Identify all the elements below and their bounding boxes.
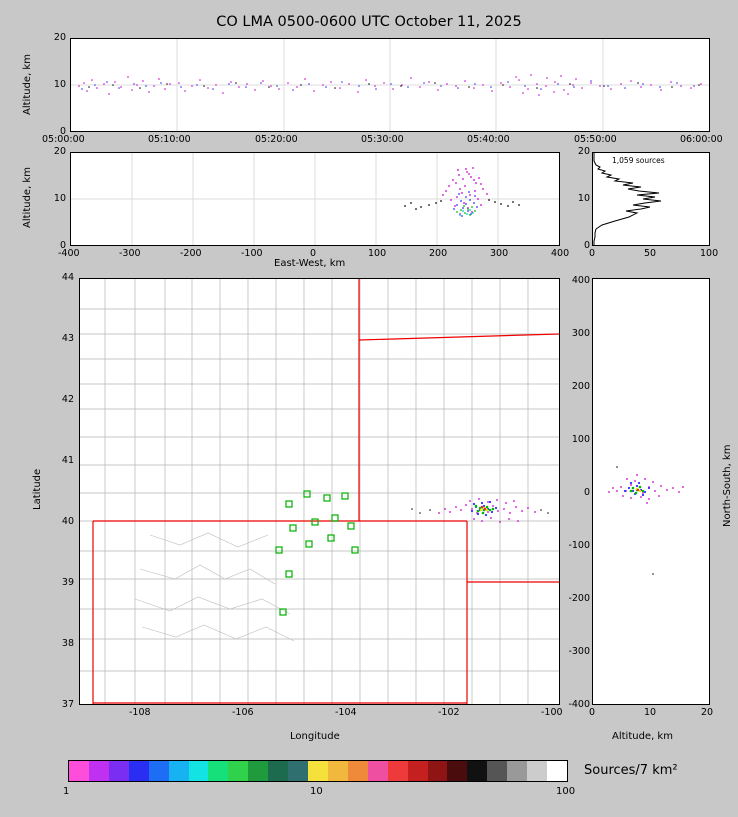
colorbar-segment <box>248 761 268 781</box>
ytick: 39 <box>61 577 74 588</box>
xtick: 05:20:00 <box>255 134 298 145</box>
colorbar-segment <box>208 761 228 781</box>
colorbar-segment <box>308 761 328 781</box>
ytick: -200 <box>568 593 590 604</box>
colorbar-segment <box>547 761 567 781</box>
ytick: 200 <box>571 381 590 392</box>
ytick: -100 <box>568 540 590 551</box>
north-south-xlabel: Altitude, km <box>612 731 673 742</box>
xtick: 10 <box>644 707 657 718</box>
ytick: 44 <box>61 272 74 283</box>
colorbar-segment <box>129 761 149 781</box>
xtick: 100 <box>368 248 387 259</box>
xtick: 0 <box>310 248 317 259</box>
xtick: 0 <box>589 248 596 259</box>
colorbar-segment <box>69 761 89 781</box>
colorbar <box>68 760 568 782</box>
ew-cluster <box>404 167 520 217</box>
xtick: 05:00:00 <box>42 134 85 145</box>
ytick: 0 <box>59 126 66 137</box>
xtick: 50 <box>644 248 657 259</box>
ytick: 10 <box>577 193 590 204</box>
ytick: 300 <box>571 328 590 339</box>
xtick: -300 <box>119 248 141 259</box>
colorbar-segment <box>228 761 248 781</box>
ytick: 0 <box>583 487 590 498</box>
colorbar-tick: 100 <box>556 786 576 797</box>
colorbar-segment <box>189 761 209 781</box>
ytick: 38 <box>61 638 74 649</box>
ytick: 43 <box>61 333 74 344</box>
colorbar-segment <box>328 761 348 781</box>
north-south-ylabel: North-South, km <box>722 444 733 527</box>
ytick: 40 <box>61 516 74 527</box>
ytick: 37 <box>61 699 74 710</box>
time-altitude-panel <box>70 38 710 132</box>
source-count-label: 1,059 sources <box>612 156 665 165</box>
ytick: 41 <box>61 455 74 466</box>
ytick: 100 <box>571 434 590 445</box>
lma-stations <box>276 491 358 615</box>
xtick: -104 <box>335 707 357 718</box>
xtick: 100 <box>700 248 719 259</box>
colorbar-tick: 1 <box>63 786 70 797</box>
xtick: -106 <box>232 707 254 718</box>
ytick: 20 <box>53 32 66 43</box>
xtick: -102 <box>438 707 460 718</box>
colorbar-segment <box>169 761 189 781</box>
xtick: 05:10:00 <box>148 134 191 145</box>
county-boundaries <box>80 279 559 704</box>
xtick: -200 <box>180 248 202 259</box>
colorbar-segment <box>487 761 507 781</box>
colorbar-segment <box>527 761 547 781</box>
ytick: 42 <box>61 394 74 405</box>
east-west-xlabel: East-West, km <box>274 258 346 269</box>
page-title: CO LMA 0500-0600 UTC October 11, 2025 <box>216 14 522 30</box>
ns-cluster <box>608 466 684 575</box>
altitude-histogram-panel <box>592 152 710 246</box>
xtick: -100 <box>541 707 563 718</box>
xtick: 200 <box>429 248 448 259</box>
xtick: -100 <box>241 248 263 259</box>
map-panel <box>79 278 560 705</box>
map-plot <box>80 279 559 704</box>
xtick: 0 <box>589 707 596 718</box>
xtick: 05:50:00 <box>574 134 617 145</box>
colorbar-segment <box>388 761 408 781</box>
ytick: 20 <box>577 146 590 157</box>
colorbar-segment <box>109 761 129 781</box>
colorbar-segment <box>507 761 527 781</box>
colorbar-segment <box>447 761 467 781</box>
map-xlabel: Longitude <box>290 731 340 742</box>
east-west-altitude-ylabel: Altitude, km <box>22 167 33 228</box>
east-west-altitude-plot <box>71 153 559 245</box>
ytick: 0 <box>59 240 66 251</box>
colorbar-segment <box>288 761 308 781</box>
colorbar-title: Sources/7 km² <box>584 763 678 778</box>
colorbar-segment <box>149 761 169 781</box>
colorbar-segment <box>467 761 487 781</box>
colorbar-segment <box>408 761 428 781</box>
east-west-altitude-panel <box>70 152 560 246</box>
xtick: 05:40:00 <box>467 134 510 145</box>
ytick: -400 <box>568 699 590 710</box>
xtick: 05:30:00 <box>361 134 404 145</box>
time-altitude-ylabel: Altitude, km <box>22 54 33 115</box>
ytick: 20 <box>53 146 66 157</box>
xtick: 20 <box>701 707 714 718</box>
colorbar-segment <box>348 761 368 781</box>
colorbar-segment <box>368 761 388 781</box>
ytick: 10 <box>53 193 66 204</box>
altitude-north-south-plot <box>593 279 709 704</box>
altitude-north-south-panel <box>592 278 710 705</box>
ytick: -300 <box>568 646 590 657</box>
xtick: -400 <box>58 248 80 259</box>
xtick: 300 <box>490 248 509 259</box>
colorbar-segment <box>268 761 288 781</box>
time-altitude-plot <box>71 39 709 131</box>
map-ylabel: Latitude <box>32 468 43 510</box>
colorbar-segment <box>428 761 448 781</box>
ytick: 400 <box>571 275 590 286</box>
colorbar-segment <box>89 761 109 781</box>
colorbar-tick: 10 <box>310 786 323 797</box>
ytick: 0 <box>583 240 590 251</box>
ytick: 10 <box>53 79 66 90</box>
state-boundaries <box>93 279 559 704</box>
altitude-histogram-plot <box>593 153 709 245</box>
xtick: 06:00:00 <box>680 134 723 145</box>
xtick: 400 <box>551 248 570 259</box>
mountain-county-detail <box>135 533 294 641</box>
xtick: -108 <box>129 707 151 718</box>
